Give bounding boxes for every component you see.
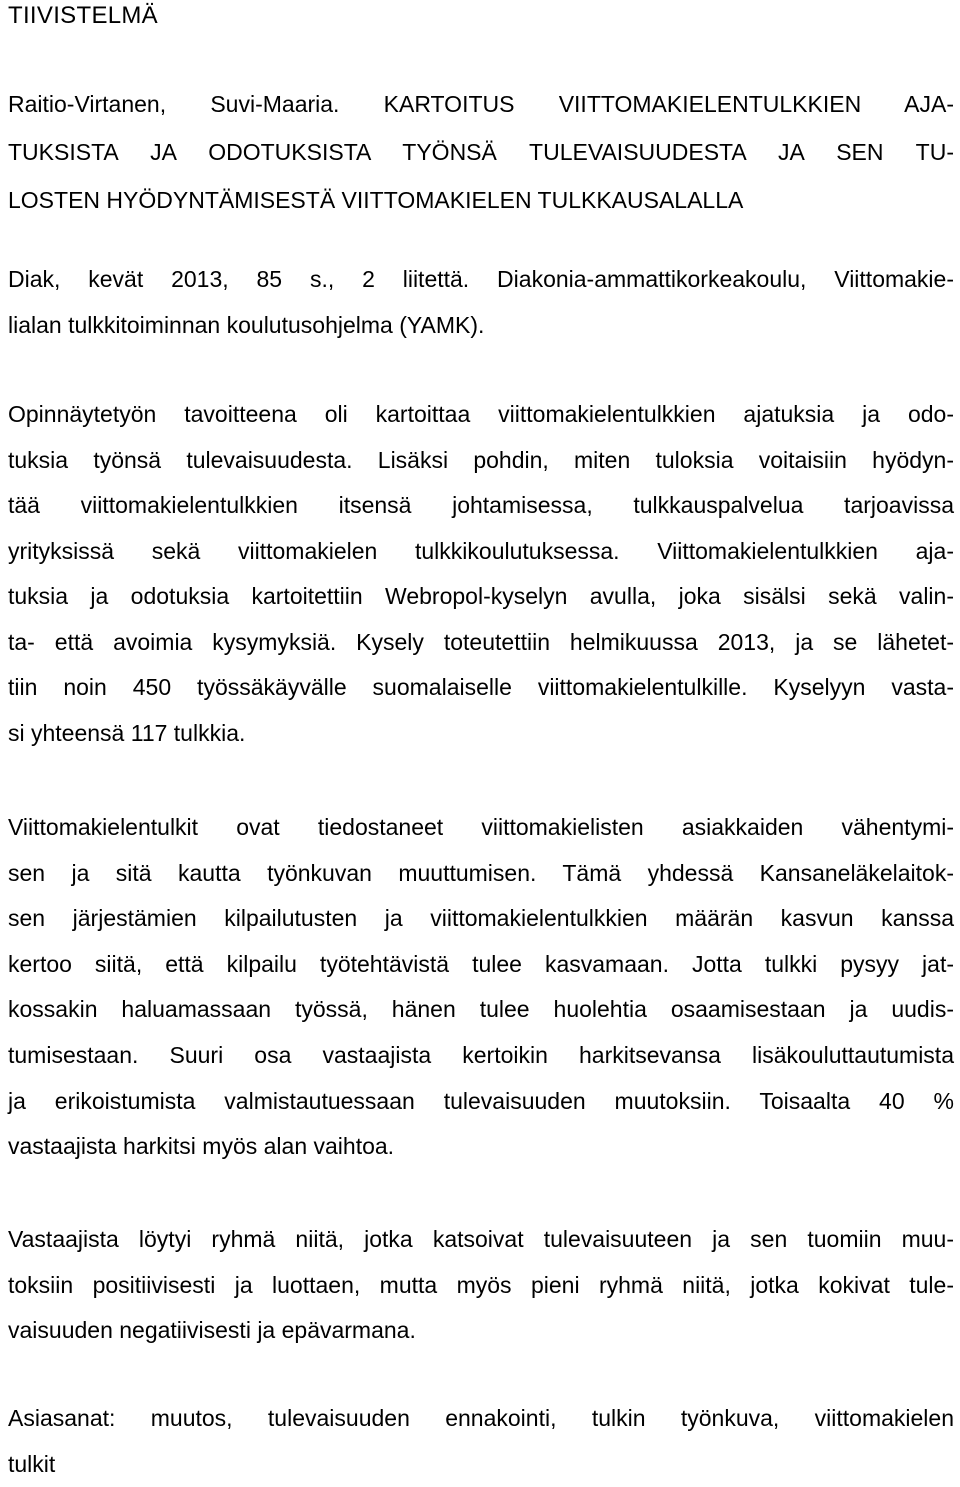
abstract-paragraph-3 [8,1217,954,1354]
paragraph-line: tumisestaan. Suuri osa vastaajista kertoikin harkitsevansa lisäkouluttautumista [8,1033,954,1079]
paragraph-line: kossakin haluamassaan työssä, hänen tulee huolehtia osaamisestaan ja uudis- [8,987,954,1033]
paragraph-line: vastaajista harkitsi myös alan vaihtoa. [8,1124,954,1170]
citation-line: LOSTEN HYÖDYNTÄMISESTÄ VIITTOMAKIELEN TULKKAUSALALLA [8,176,954,224]
abstract-paragraph-1 [8,392,954,756]
citation-line: TUKSISTA JA ODOTUKSISTA TYÖNSÄ TULEVAISUUDESTA JA SEN TU- [8,128,954,176]
details-line: lialan tulkkitoiminnan koulutusohjelma (YAMK). [8,302,954,348]
paragraph-line: Viittomakielentulkit ovat tiedostaneet viittomakielisten asiakkaiden vähentymi- [8,805,954,851]
thesis-details [8,256,954,348]
paragraph-line: si yhteensä 117 tulkkia. [8,711,954,757]
keywords [8,1396,954,1487]
paragraph-line: Opinnäytetyön tavoitteena oli kartoittaa viittomakielentulkkien ajatuksia ja odo- [8,392,954,438]
paragraph-line: vaisuuden negatiivisesti ja epävarmana. [8,1308,954,1354]
paragraph-line: toksiin positiivisesti ja luottaen, mutta myös pieni ryhmä niitä, jotka kokivat tule- [8,1263,954,1309]
thesis-citation [8,80,954,224]
details-line: Diak, kevät 2013, 85 s., 2 liitettä. Diakonia-ammattikorkeakoulu, Viittomakie- [8,256,954,302]
keywords-line: Asiasanat: muutos, tulevaisuuden ennakointi, tulkin työnkuva, viittomakielen [8,1396,954,1442]
paragraph-line: tuksia työnsä tulevaisuudesta. Lisäksi pohdin, miten tuloksia voitaisiin hyödyn- [8,438,954,484]
citation-line: Raitio-Virtanen, Suvi-Maaria. KARTOITUS VIITTOMAKIELENTULKKIEN AJA- [8,80,954,128]
paragraph-line: tää viittomakielentulkkien itsensä johtamisessa, tulkkauspalvelua tarjoavissa [8,483,954,529]
paragraph-line: kertoo siitä, että kilpailu työtehtävistä tulee kasvamaan. Jotta tulkki pysyy jat- [8,942,954,988]
paragraph-line: sen ja sitä kautta työnkuvan muuttumisen. Tämä yhdessä Kansaneläkelaitok- [8,851,954,897]
paragraph-line: ta- että avoimia kysymyksiä. Kysely toteutettiin helmikuussa 2013, ja se lähetet- [8,620,954,666]
paragraph-line: tuksia ja odotuksia kartoitettiin Webropol-kyselyn avulla, joka sisälsi sekä valin- [8,574,954,620]
paragraph-line: tiin noin 450 työssäkäyvälle suomalaiselle viittomakielentulkille. Kyselyyn vasta- [8,665,954,711]
keywords-line: tulkit [8,1442,954,1487]
paragraph-line: sen järjestämien kilpailutusten ja viittomakielentulkkien määrän kasvun kanssa [8,896,954,942]
paragraph-line: yrityksissä sekä viittomakielen tulkkikoulutuksessa. Viittomakielentulkkien aja- [8,529,954,575]
paragraph-line: Vastaajista löytyi ryhmä niitä, jotka katsoivat tulevaisuuteen ja sen tuomiin muu- [8,1217,954,1263]
abstract-paragraph-2 [8,805,954,1170]
page-title: TIIVISTELMÄ [8,0,158,32]
paragraph-line: ja erikoistumista valmistautuessaan tulevaisuuden muutoksiin. Toisaalta 40 % [8,1079,954,1125]
